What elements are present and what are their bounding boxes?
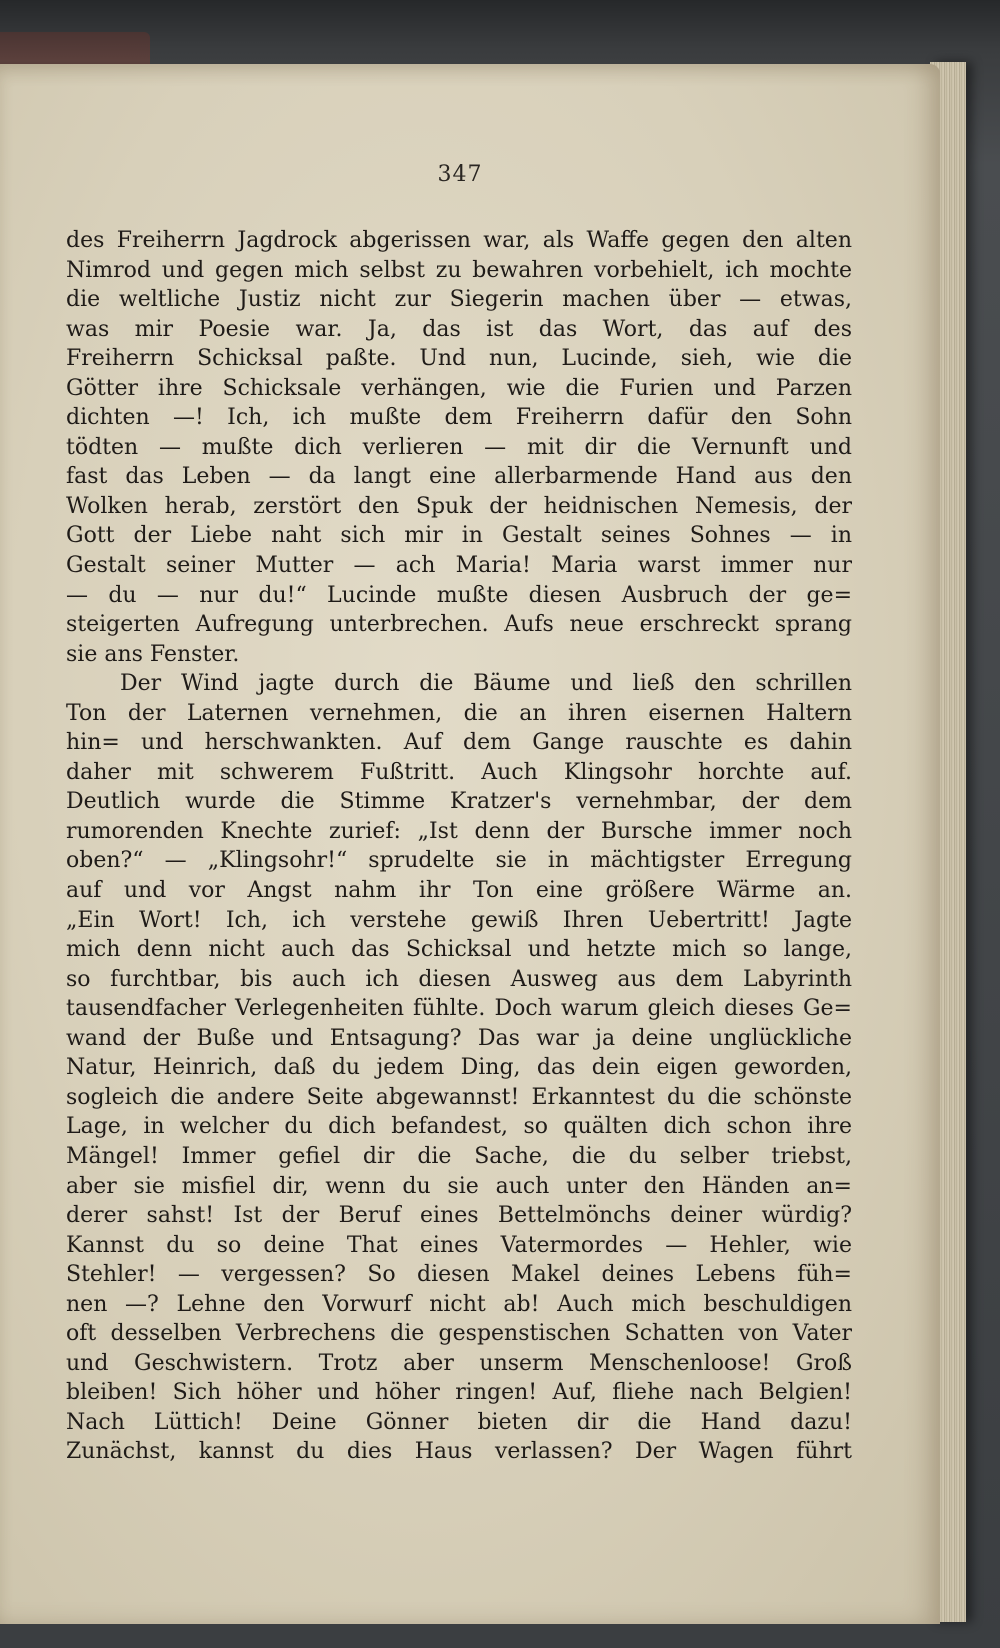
text-line: wand der Buße und Entsagung? Das war ja deine unglückliche xyxy=(66,1025,852,1051)
text-line: was mir Poesie war. Ja, das ist das Wort, das auf des xyxy=(66,316,852,342)
text-line: nen —? Lehne den Vorwurf nicht ab! Auch mich beschuldigen xyxy=(66,1291,852,1317)
text-line: auf und vor Angst nahm ihr Ton eine größere Wärme an. xyxy=(66,878,852,904)
text-line: Mängel! Immer gefiel dir die Sache, die du selber triebst, xyxy=(66,1143,852,1169)
text-line: mich denn nicht auch das Schicksal und hetzte mich so lange, xyxy=(66,937,852,963)
text-line: Gott der Liebe naht sich mir in Gestalt seines Sohnes — in xyxy=(66,523,852,549)
text-line: und Geschwistern. Trotz aber unserm Menschenloose! Groß xyxy=(66,1350,852,1376)
text-line: des Freiherrn Jagdrock abgerissen war, als Waffe gegen den alten xyxy=(66,228,852,253)
text-line: steigerten Aufregung unterbrechen. Aufs neue erschreckt sprang xyxy=(66,612,852,638)
text-line: Wolken herab, zerstört den Spuk der heidnischen Nemesis, der xyxy=(66,493,852,519)
text-line: hin= und herschwankten. Auf dem Gange rauschte es dahin xyxy=(66,730,852,756)
text-line: Stehler! — vergessen? So diesen Makel deines Lebens füh= xyxy=(66,1262,852,1288)
text-line: oft desselben Verbrechens die gespenstischen Schatten von Vater xyxy=(66,1321,852,1347)
text-line: fast das Leben — da langt eine allerbarmende Hand aus den xyxy=(66,464,852,490)
text-line: rumorenden Knechte zurief: „Ist denn der Bursche immer noch xyxy=(66,818,852,844)
text-line: Natur, Heinrich, daß du jedem Ding, das dein eigen geworden, xyxy=(66,1055,852,1081)
text-line: die weltliche Justiz nicht zur Siegerin machen über — etwas, xyxy=(66,287,852,313)
text-line: Lage, in welcher du dich befandest, so quälten dich schon ihre xyxy=(66,1114,852,1140)
page-number: 347 xyxy=(437,162,483,187)
text-line: dichten —! Ich, ich mußte dem Freiherrn dafür den Sohn xyxy=(66,405,852,431)
text-line: tausendfacher Verlegenheiten fühlte. Doch warum gleich dieses Ge= xyxy=(66,996,852,1022)
text-line: Götter ihre Schicksale verhängen, wie die Furien und Parzen xyxy=(66,375,852,401)
text-line: — du — nur du!“ Lucinde mußte diesen Ausbruch der ge= xyxy=(66,582,852,608)
text-line: derer sahst! Ist der Beruf eines Bettelmönchs deiner würdig? xyxy=(66,1203,852,1229)
text-line: so furchtbar, bis auch ich diesen Ausweg aus dem Labyrinth xyxy=(66,966,852,992)
text-line: tödten — mußte dich verlieren — mit dir die Vernunft und xyxy=(66,434,852,460)
text-line: Ton der Laternen vernehmen, die an ihren eisernen Haltern xyxy=(66,700,852,726)
text-line: sie ans Fenster. xyxy=(66,641,240,667)
text-line: oben?“ — „Klingsohr!“ sprudelte sie in mächtigster Erregung xyxy=(66,848,852,874)
text-line: Freiherrn Schicksal paßte. Und nun, Lucinde, sieh, wie die xyxy=(66,346,852,372)
text-line: sogleich die andere Seite abgewannst! Erkanntest du die schönste xyxy=(66,1084,852,1110)
text-line: Gestalt seiner Mutter — ach Maria! Maria warst immer nur xyxy=(66,553,852,579)
body-text xyxy=(66,226,852,1467)
text-line: Kannst du so deine That eines Vatermordes — Hehler, wie xyxy=(66,1232,852,1258)
book-page xyxy=(0,64,940,1624)
text-line: daher mit schwerem Fußtritt. Auch Klingsohr horchte auf. xyxy=(66,759,852,785)
text-line: Zunächst, kannst du dies Haus verlassen? Der Wagen führt xyxy=(66,1439,852,1465)
paragraph-start-line: Der Wind jagte durch die Bäume und ließ den schrillen xyxy=(120,671,852,697)
text-line: Deutlich wurde die Stimme Kratzer's vernehmbar, der dem xyxy=(66,789,852,815)
text-line: Nimrod und gegen mich selbst zu bewahren vorbehielt, ich mochte xyxy=(66,257,852,283)
text-line: Nach Lüttich! Deine Gönner bieten dir die Hand dazu! xyxy=(66,1409,852,1435)
text-line: aber sie misfiel dir, wenn du sie auch unter den Händen an= xyxy=(66,1173,852,1199)
text-line: „Ein Wort! Ich, ich verstehe gewiß Ihren Uebertritt! Jagte xyxy=(66,907,852,933)
text-line: bleiben! Sich höher und höher ringen! Auf, fliehe nach Belgien! xyxy=(66,1380,852,1406)
